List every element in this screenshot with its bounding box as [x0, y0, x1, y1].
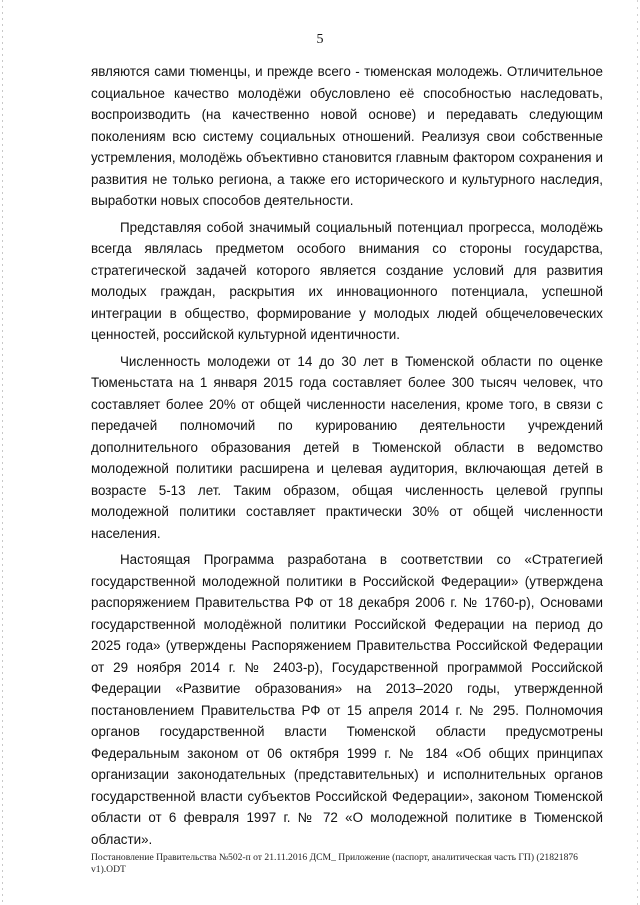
footer-line-2: v1).ODT [91, 864, 126, 875]
paragraph-continuation: являются сами тюменцы, и прежде всего - тюменская молодежь. Отличительное социальное качество молодёжи обусловлено её способностью наследовать, воспроизводить (на качественно новой основе) и передавать следующим поколениям всю систему социальных отношений. Реализуя свои собственные устремления, молодёжь объективно становится главным фактором сохранения и развития не только региона, а также его исторического и культурного наследия, выработки новых способов деятельности. [91, 64, 603, 208]
footer-line-1: Постановление Правительства №502-п от 21.11.2016 ДСМ_ Приложение (паспорт, аналитическая часть ГП) (21821876 [91, 852, 578, 863]
paragraph-legal-basis: Настоящая Программа разработана в соответствии со «Стратегией государственной молодежной политики в Российской Федерации» (утверждена распоряжением Правительства РФ от 18 декабря 2006 г. № 1760-р), Основами государственной молодёжной политики Российской Федерации на период до 2025 года» (утверждены Распоряжением Правительства Российской Федерации от 29 ноября 2014 г. № 2403-р), Государственной программой Российской Федерации «Развитие образования» на 2013–2020 годы, утвержденной постановлением Правительства РФ от 15 апреля 2014 г. № 295. Полномочия органов государственной власти Тюменской области предусмотрены Федеральным законом от 06 октября 1999 г. № 184 «Об общих принципах организации законодательных (представительных) и исполнительных органов государственной власти субъектов Российской Федерации», законом Тюменской области от 6 февраля 1997 г. № 72 «О молодежной политике в Тюменской области». [91, 552, 603, 847]
page-number: 5 [316, 32, 324, 47]
paragraph-youth-population: Численность молодежи от 14 до 30 лет в Тюменской области по оценке Тюменьстата на 1 января 2015 года составляет более 300 тысяч человек, что составляет более 20% от общей численности населения, кроме того, в связи с передачей полномочий по курированию деятельности учреждений дополнительного образования детей в Тюменской области в ведомство молодежной политики расширена и целевая аудитория, включающая детей в возрасте 5-13 лет. Таким образом, общая численность целевой группы молодежной политики составляет практически 30% от общей численности населения. [91, 353, 603, 541]
scan-edge-right [637, 0, 638, 905]
document-footer [91, 852, 596, 876]
paragraph-youth-potential: Представляя собой значимый социальный потенциал прогресса, молодёжь всегда являлась предметом особого внимания со стороны государства, стратегической задачей которого является создание условий для развития молодых граждан, раскрытия их инновационного потенциала, успешной интеграции в общество, формирование у молодых людей общечеловеческих ценностей, российской культурной идентичности. [91, 219, 603, 342]
document-body [91, 61, 603, 850]
scan-edge-left [2, 0, 3, 905]
